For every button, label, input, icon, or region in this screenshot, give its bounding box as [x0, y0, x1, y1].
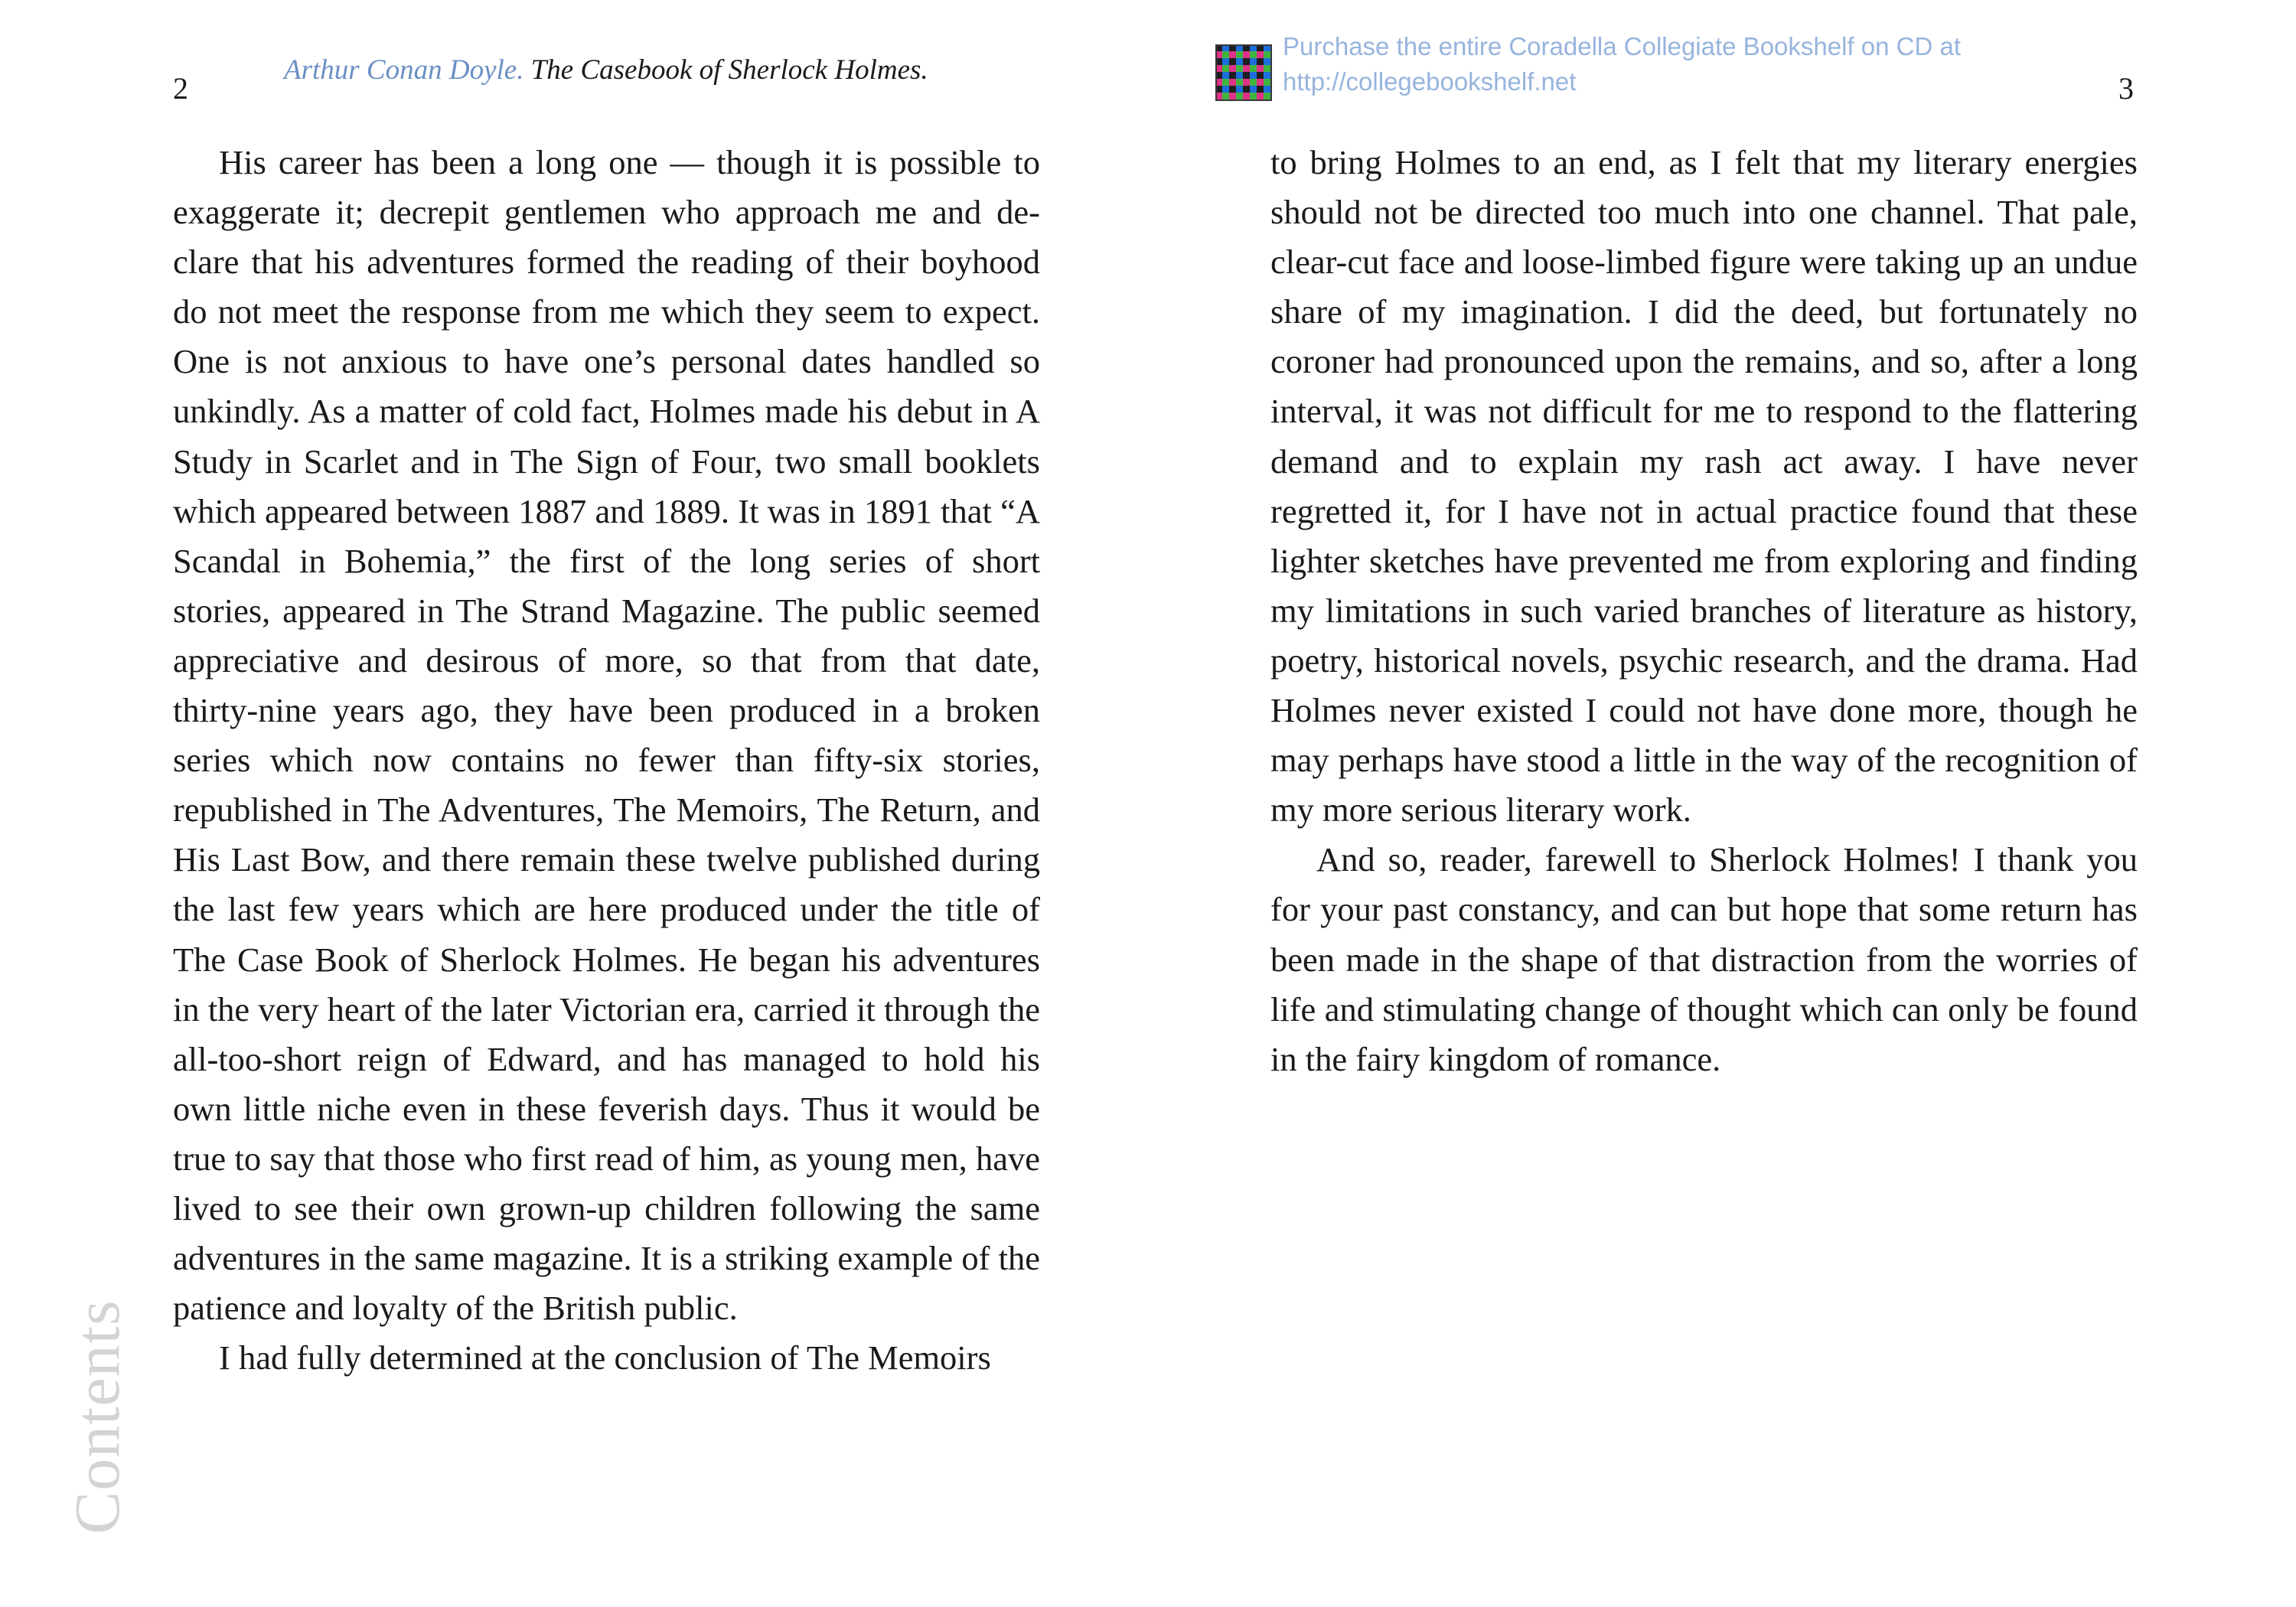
author-link[interactable]: Arthur Conan Doyle.: [284, 54, 524, 86]
paragraph: to bring Holmes to an end, as I felt that my literary energies should not be directed too much into one channel. That pale, clear-cut face and loose-limbed figure were taking up an undue share of my imagination. I did the deed, but fortunately no coroner had pronounced upon the remains, and so, after a long interval, it was not difficult for me to respond to the flattering demand and to explain my rash act away. I have never regretted it, for I have not in actual practice found that these lighter sketches have prevented me from exploring and finding my limitations in such varied branches of literature as history, poetry, historical novels, psychic research, and the drama. Had Holmes never existed I could not have done more, though he may perhaps have stood a little in the way of the recognition of my more serious literary work.: [1270, 143, 2138, 830]
promo-line[interactable]: Purchase the entire Coradella Collegiate Bookshelf on CD at: [1283, 32, 1962, 60]
promo-banner[interactable]: [1215, 29, 1961, 101]
right-page: [1148, 0, 2296, 1607]
paragraph: And so, reader, farewell to Sherlock Holmes! I thank you for your past constancy, and can but hope that some return has been made in the shape of that distraction from the worries of life and stimulating change of thought which can only be found in the fairy kingdom of romance.: [1270, 840, 2138, 1078]
promo-url-link[interactable]: http://collegebookshelf.net: [1283, 67, 1577, 96]
page-number: 3: [2118, 71, 2134, 106]
qr-code-icon: [1215, 44, 1272, 101]
promo-text[interactable]: [1283, 29, 1961, 99]
body-text: [173, 138, 1040, 1383]
page-number: 2: [173, 71, 188, 106]
paragraph: I had fully determined at the conclusion of The Memoirs: [219, 1338, 991, 1377]
running-head: [284, 54, 928, 86]
body-text: [1270, 138, 2138, 1084]
contents-link[interactable]: Contents: [62, 1299, 133, 1534]
book-title: The Casebook of Sherlock Holmes.: [530, 54, 928, 86]
paragraph: His career has been a long one — though it is possible to exaggerate it; decrepit gentlemen who approach me and declare that his adventures formed the reading of their boyhood do not meet the response from me which they seem to expect. One is not anxious to have one’s personal dates handled so unkindly. As a matter of cold fact, Holmes made his debut in A Study in Scarlet and in The Sign of Four, two small booklets which appeared between 1887 and 1889. It was in 1891 that “A Scandal in Bohemia,” the first of the long series of short stories, appeared in The Strand Magazine. The public seemed appreciative and desirous of more, so that from that date, thirty-nine years ago, they have been produced in a broken series which now contains no fewer than fifty-six stories, republished in The Adventures, The Memoirs, The Return, and His Last Bow, and there remain these twelve published during the last few years which are here produced under the title of The Case Book of Sherlock Holmes. He began his adventures in the very heart of the later Victorian era, carried it through the all-too-short reign of Edward, and has managed to hold his own little niche even in these feverish days. Thus it would be true to say that those who first read of him, as young men, have lived to see their own grown-up children following the same adventures in the same magazine. It is a striking example of the patience and loyalty of the British public.: [173, 143, 1040, 1328]
